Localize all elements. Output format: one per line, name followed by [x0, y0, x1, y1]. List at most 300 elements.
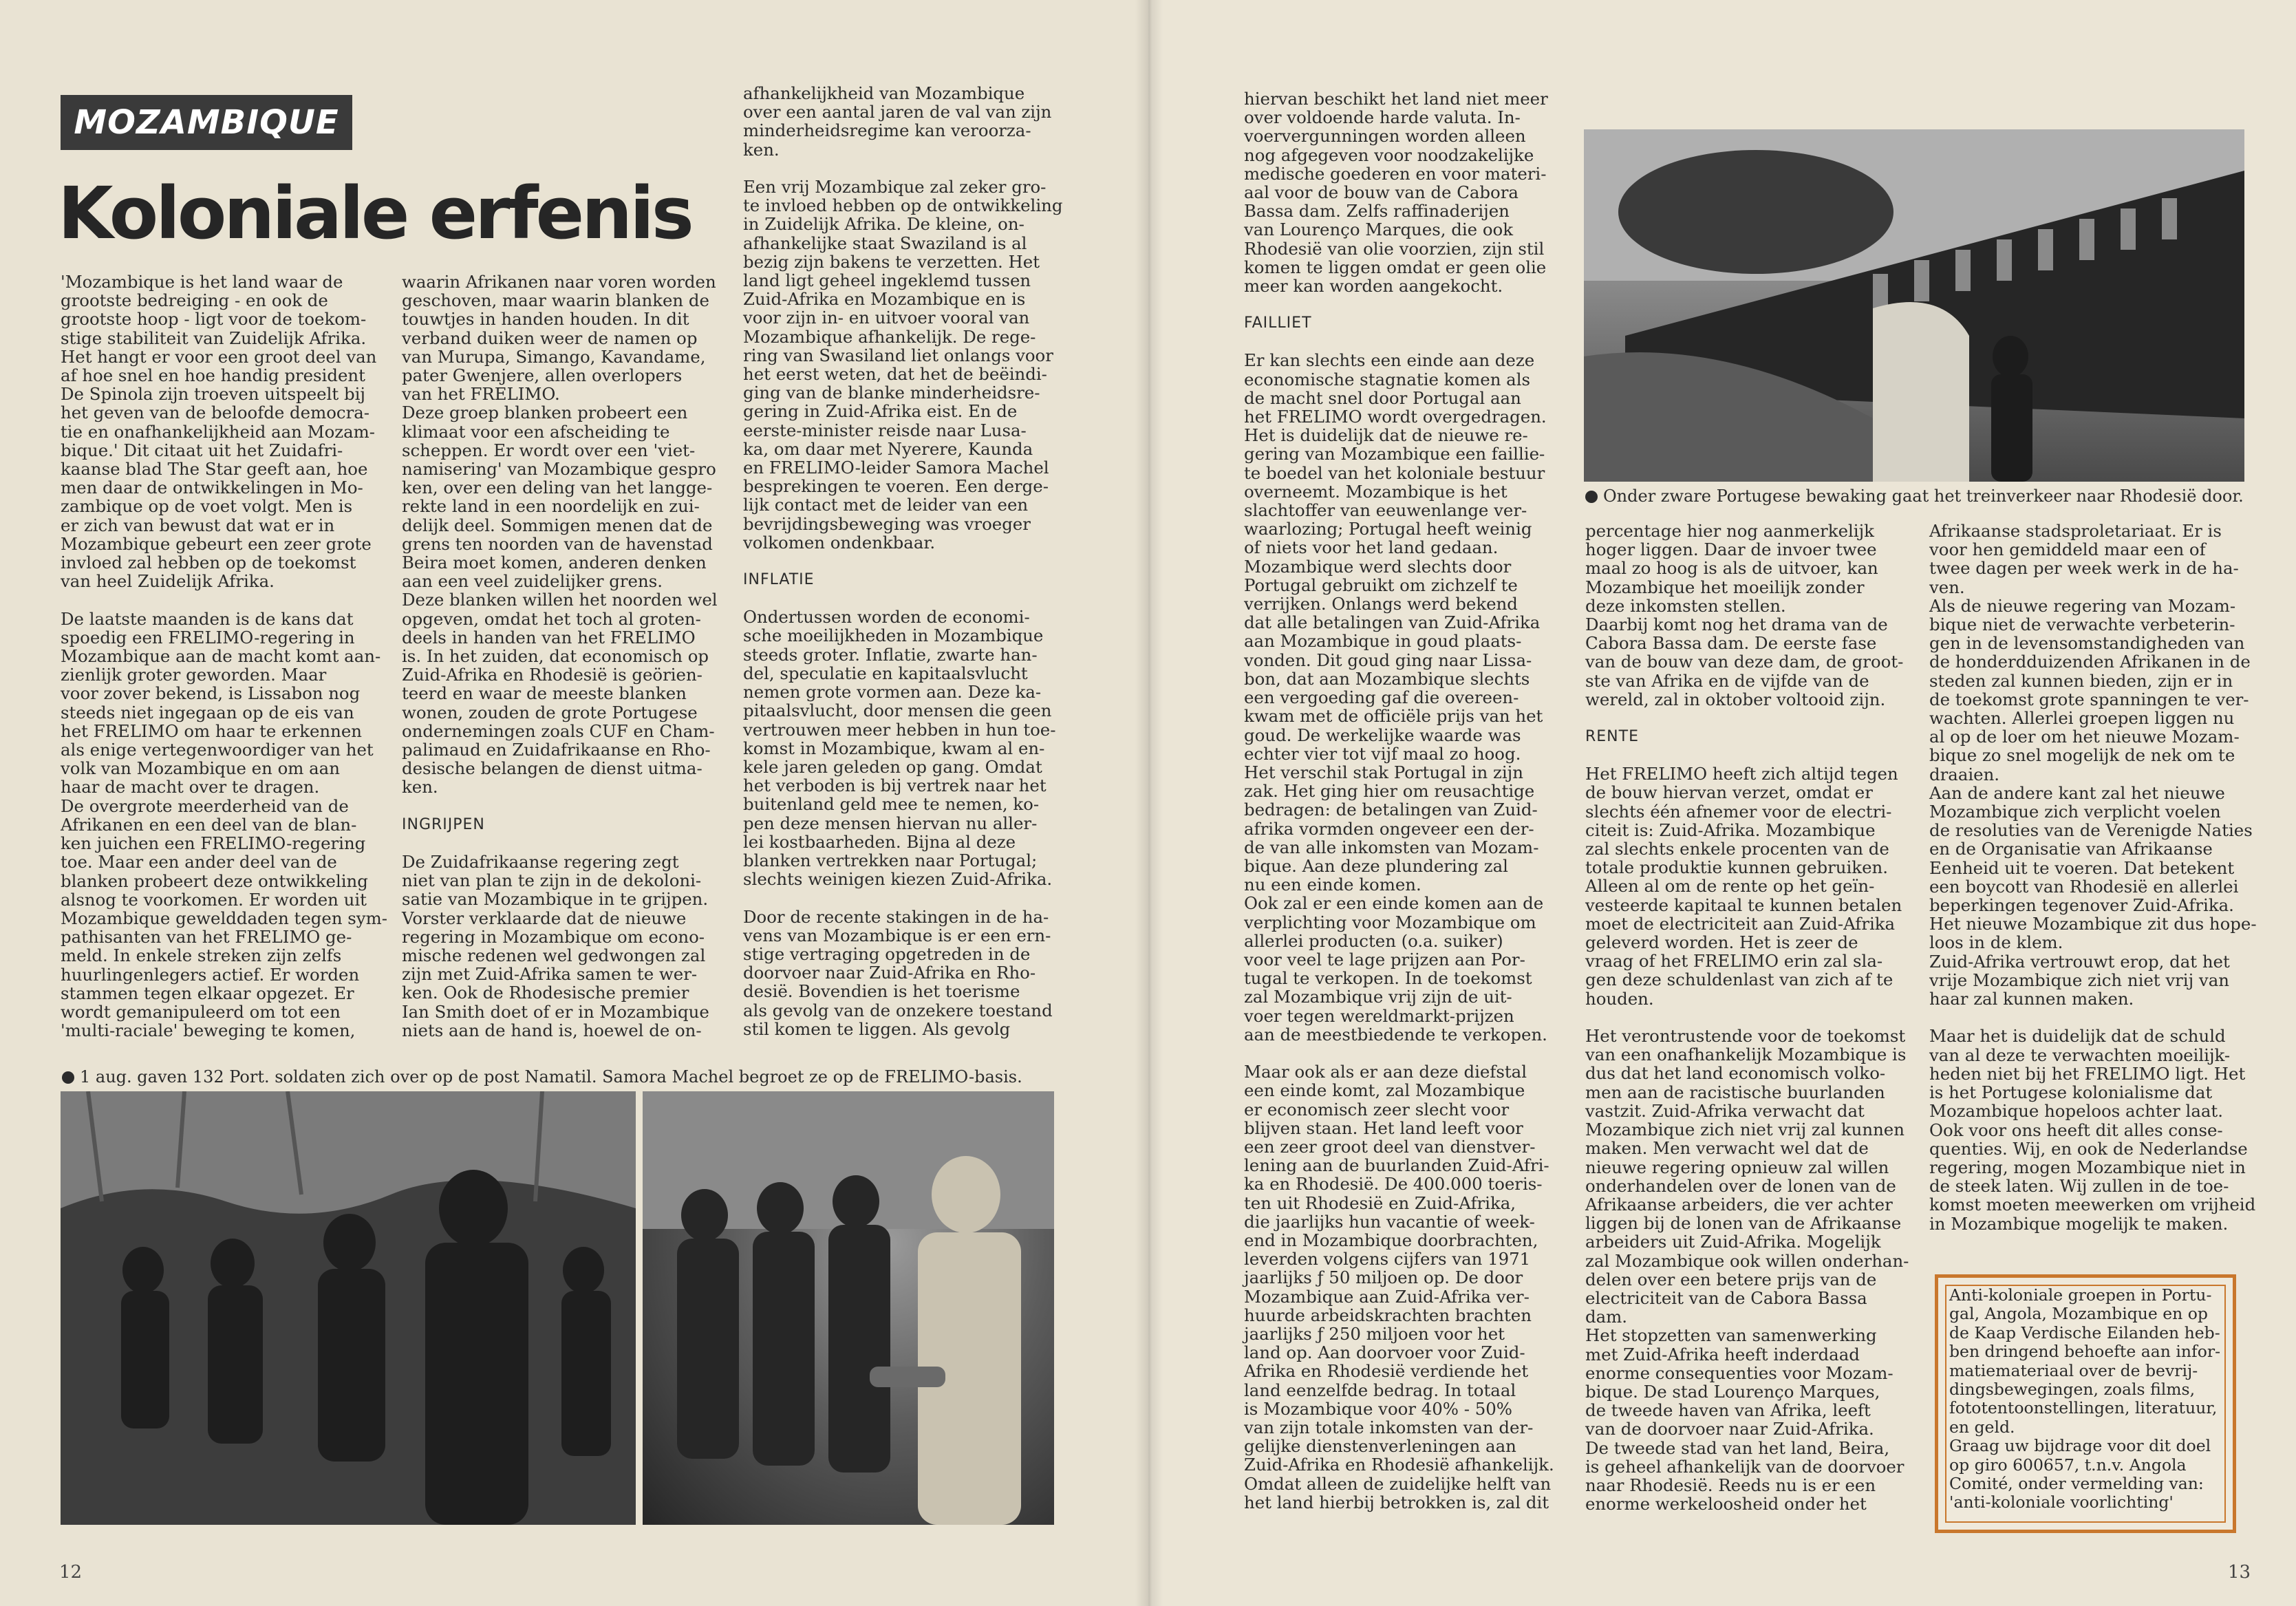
text-line: slechts weinigen kiezen Zuid-Afrika.: [743, 869, 1053, 890]
text-line: heden niet bij het FRELIMO ligt. Het: [1929, 1063, 2246, 1084]
text-line: grootste bedreiging - en ook de: [61, 290, 328, 311]
text-line: een zeer groot deel van dienstver-: [1244, 1136, 1536, 1157]
text-line: Mozambique het moeilijk zonder: [1585, 577, 1865, 597]
text-line: dus dat het land economisch volko-: [1585, 1063, 1886, 1084]
text-line: Eenheid uit te voeren. Dat betekent: [1929, 857, 2235, 878]
text-line: 'Mozambique is het land waar de: [61, 272, 343, 292]
text-line: matiemateriaal over de bevrij-: [1949, 1360, 2198, 1380]
text-line: delen over een betere prijs van de: [1585, 1269, 1877, 1289]
section-heading-ingrijpen: INGRIJPEN: [402, 815, 485, 833]
text-line: bique zo snel mogelijk de nek om te: [1929, 745, 2235, 766]
text-line: land op. Aan doorvoer voor Zuid-: [1244, 1342, 1525, 1363]
text-line: ben dringend behoefte aan infor-: [1949, 1342, 2221, 1362]
text-line: beperkingen tegenover Zuid-Afrika.: [1929, 895, 2234, 916]
text-line: Zuid-Afrika en Rhodesië afhankelijk.: [1244, 1455, 1554, 1475]
text-line: hiervan beschikt het land niet meer: [1244, 89, 1548, 109]
text-line: ka, om daar met Nyerere, Kaunda: [743, 438, 1033, 459]
text-line: van de bouw van deze dam, de groot-: [1585, 652, 1904, 672]
text-line: en geld.: [1949, 1417, 2015, 1437]
text-line: deels in handen van het FRELIMO: [402, 627, 696, 647]
text-line: meer kan worden aangekocht.: [1244, 276, 1503, 297]
text-line: Mozambique gewelddaden tegen sym-: [61, 908, 387, 928]
text-line: met Zuid-Afrika heeft inderdaad: [1585, 1344, 1860, 1364]
text-line: [743, 888, 1062, 907]
text-line: niet van plan te zijn in de dekoloni-: [402, 870, 702, 891]
left-column-1: [61, 272, 387, 1040]
text-line: Portugal gebruikt om zichzelf te: [1244, 575, 1518, 595]
text-line: de steek laten. Wij zullen in de toe-: [1929, 1176, 2229, 1197]
text-line: vastzit. Zuid-Afrika verwacht dat: [1585, 1100, 1865, 1121]
paragraph: [402, 853, 718, 1040]
text-line: zijn met Zuid-Afrika samen te wer-: [402, 964, 698, 985]
text-line: blijven staan. Het land leeft voor: [1244, 1117, 1523, 1138]
text-line: haar de macht over te dragen.: [61, 777, 320, 797]
text-line: afrika vormden ongeveer een der-: [1244, 818, 1534, 839]
text-line: zal Mozambique vrij zijn de uit-: [1244, 987, 1512, 1007]
text-line: leverden volgens cijfers van 1971: [1244, 1249, 1531, 1270]
text-line: vens van Mozambique is er een ern-: [743, 925, 1051, 945]
text-line: Maar ook als er aan deze diefstal: [1244, 1062, 1527, 1082]
text-line: draaien.: [1929, 764, 2000, 784]
text-line: regering in Mozambique om econo-: [402, 926, 705, 947]
text-line: vrije Mozambique zich niet vrij van: [1929, 970, 2229, 990]
text-line: goud. De werkelijke waarde was: [1244, 725, 1521, 745]
text-line: land eenzelfde bedrag. In totaal: [1244, 1380, 1516, 1400]
text-line: volk van Mozambique en om aan: [61, 758, 340, 779]
text-line: totale produktie kunnen gebruiken.: [1585, 857, 1888, 878]
text-line: zal Mozambique ook willen onderhan-: [1585, 1250, 1909, 1271]
text-line: de tweede haven van Afrika, leeft: [1585, 1400, 1871, 1421]
text-line: Het verschil stak Portugal in zijn: [1244, 762, 1523, 782]
text-line: grens ten noorden van de havenstad: [402, 533, 713, 554]
text-line: als gevolg van de onzekere toestand: [743, 1000, 1053, 1020]
text-line: de macht snel door Portugal aan: [1244, 387, 1521, 408]
text-line: waarin Afrikanen naar voren worden: [402, 272, 716, 292]
text-line: regering, mogen Mozambique niet in: [1929, 1157, 2246, 1177]
text-line: Daarbij komt nog het drama van de: [1585, 614, 1888, 635]
section-heading-rente: RENTE: [1585, 728, 1639, 746]
text-line: enorme consequenties voor Mozam-: [1585, 1362, 1893, 1383]
text-line: van zijn totale inkomsten van der-: [1244, 1417, 1534, 1438]
text-line: is. In het zuiden, dat economisch op: [402, 646, 709, 667]
text-line: blanken probeert deze ontwikkeling: [61, 870, 368, 891]
photo-train-illustration: [1584, 129, 2244, 482]
text-line: ken juichen een FRELIMO-regering: [61, 833, 366, 854]
text-line: en de Organisatie van Afrikaanse: [1929, 839, 2213, 859]
page-number-left: 12: [59, 1562, 83, 1583]
photo-caption-right: Onder zware Portugese bewaking gaat het treinverkeer naar Rhodesië door.: [1585, 486, 2244, 506]
text-line: of niets voor het land gedaan.: [1244, 537, 1499, 558]
text-line: ste van Afrika en de vijfde van de: [1585, 670, 1869, 691]
text-line: liggen bij de lonen van de Afrikaanse: [1585, 1213, 1902, 1234]
text-line: Anti-koloniale groepen in Portu-: [1949, 1285, 2212, 1305]
text-line: pen deze mensen hiervan nu aller-: [743, 813, 1038, 833]
text-line: Mozambique werd slechts door: [1244, 556, 1512, 577]
text-line: Ian Smith doet of er in Mozambique: [402, 1001, 709, 1022]
text-line: end in Mozambique doorbrachten,: [1244, 1230, 1538, 1250]
text-line: 'anti-koloniale voorlichting': [1949, 1492, 2174, 1512]
text-line: zienlijk groter geworden. Maar: [61, 665, 327, 685]
text-line: steden zal kunnen bieden, zijn er in: [1929, 670, 2233, 691]
text-line: minderheidsregime kan veroorza-: [743, 120, 1031, 141]
text-line: Het is duidelijk dat de nieuwe re-: [1244, 425, 1528, 446]
text-line: nog afgegeven voor noodzakelijke: [1244, 144, 1534, 165]
info-box-text: [1949, 1286, 2220, 1512]
text-line: de van alle inkomsten van Mozam-: [1244, 837, 1539, 857]
right-page: [1148, 0, 2296, 1606]
text-line: bedragen: de betalingen van Zuid-: [1244, 800, 1538, 820]
text-line: ken, over een deling van het langge-: [402, 478, 713, 498]
text-line: land ligt geheel ingeklemd tussen: [743, 270, 1031, 291]
text-line: economische stagnatie komen als: [1244, 369, 1531, 389]
text-line: De Zuidafrikaanse regering zegt: [402, 851, 679, 872]
text-line: Cabora Bassa dam. De eerste fase: [1585, 633, 1877, 654]
text-line: Comité, onder vermelding van:: [1949, 1474, 2204, 1494]
text-line: Zuid-Afrika vertrouwt erop, dat het: [1929, 951, 2230, 972]
text-line: electriciteit van de Cabora Bassa: [1585, 1287, 1867, 1308]
text-line: Rhodesië van olie voorzien, zijn stil: [1244, 238, 1545, 259]
text-line: buitenland geld mee te nemen, ko-: [743, 794, 1040, 815]
text-line: het FRELIMO wordt overgedragen.: [1244, 407, 1547, 427]
text-line: de Kaap Verdische Eilanden heb-: [1949, 1323, 2220, 1342]
text-line: geschoven, maar waarin blanken de: [402, 290, 709, 311]
text-line: het eerst weten, dat het de beëindi-: [743, 364, 1047, 385]
text-line: men aan de racistische buurlanden: [1585, 1082, 1885, 1102]
text-line: huurlingenlegers actief. Er worden: [61, 964, 360, 985]
text-line: jaarlijks ƒ 50 miljoen op. De door: [1244, 1267, 1523, 1288]
text-line: slechts één afnemer voor de electri-: [1585, 801, 1892, 822]
text-line: de toekomst grote spanningen te ver-: [1929, 689, 2249, 709]
text-line: onderhandelen over de lonen van de: [1585, 1175, 1896, 1196]
text-line: Zuid-Afrika en Mozambique en is: [743, 289, 1026, 310]
left-column-3: [743, 84, 1062, 1038]
text-line: maal zo hoog is als de uitvoer, kan: [1585, 558, 1878, 579]
text-line: pathisanten van het FRELIMO ge-: [61, 927, 352, 947]
text-line: Als de nieuwe regering van Mozam-: [1929, 595, 2236, 616]
text-line: invloed zal hebben op de toekomst: [61, 553, 356, 573]
text-line: Afrika en Rhodesië verdiende het: [1244, 1361, 1529, 1382]
text-line: Aan de andere kant zal het nieuwe: [1929, 782, 2225, 803]
text-line: van Lourenço Marques, die ook: [1244, 220, 1513, 240]
text-line: ten uit Rhodesië en Zuid-Afrika,: [1244, 1192, 1516, 1213]
text-line: [1244, 1044, 1554, 1062]
text-line: alsnog te voorkomen. Er worden uit: [61, 889, 367, 910]
text-line: arbeiders uit Zuid-Afrika. Mogelijk: [1585, 1232, 1881, 1252]
text-line: enorme werkeloosheid onder het: [1585, 1494, 1867, 1514]
text-line: del, speculatie en kapitaalsvlucht: [743, 663, 1028, 683]
text-line: het FRELIMO om haar te erkennen: [61, 720, 362, 741]
text-line: Mozambique hopeloos achter laat.: [1929, 1101, 2223, 1122]
text-line: doorvoer naar Zuid-Afrika en Rho-: [743, 963, 1036, 983]
text-line: verplichting voor Mozambique om: [1244, 912, 1536, 932]
text-line: zal slechts enkele procenten van de: [1585, 839, 1889, 859]
text-line: wereld, zal in oktober voltooid zijn.: [1585, 689, 1886, 709]
text-line: voor hen gemiddeld maar een of: [1929, 539, 2206, 560]
text-line: twee dagen per week werk in de ha-: [1929, 558, 2239, 579]
text-line: Vorster verklaarde dat de nieuwe: [402, 908, 687, 928]
text-line: overneemt. Mozambique is het: [1244, 481, 1508, 502]
paragraph: [743, 608, 1062, 1038]
text-line: Het hangt er voor een groot deel van: [61, 346, 377, 367]
text-line: ka en Rhodesië. De 400.000 toeris-: [1244, 1174, 1543, 1195]
text-line: bezig zijn bakens te verzetten. Het: [743, 251, 1040, 272]
text-line: hoger liggen. Daar de invoer twee: [1585, 539, 1877, 560]
text-line: die jaarlijks hun vacantie of week-: [1244, 1211, 1535, 1232]
text-line: Beira moet komen, anderen denken: [402, 553, 707, 573]
text-line: verband duiken weer de namen op: [402, 328, 698, 348]
section-tag: MOZAMBIQUE: [61, 95, 352, 150]
info-box: [1935, 1274, 2236, 1533]
text-line: volkomen ondenkbaar.: [743, 532, 936, 553]
text-line: Bassa dam. Zelfs raffinaderijen: [1244, 201, 1510, 222]
text-line: aal voor de bouw van de Cabora: [1244, 182, 1519, 203]
text-line: Ook voor ons heeft dit alles conse-: [1929, 1120, 2223, 1140]
text-line: fototentoonstellingen, literatuur,: [1949, 1398, 2218, 1418]
text-line: aan Mozambique in goud plaats-: [1244, 631, 1522, 652]
text-line: men daar de ontwikkelingen in Mo-: [61, 478, 363, 498]
text-line: dat alle betalingen van Zuid-Afrika: [1244, 612, 1541, 633]
text-line: gering in Zuid-Afrika eist. En de: [743, 401, 1018, 422]
text-line: De Spinola zijn troeven uitspeelt bij: [61, 384, 365, 405]
text-line: rekte land in een noordelijk en zui-: [402, 496, 700, 517]
text-line: ken.: [743, 139, 780, 160]
text-line: vertrouwen meer hebben in hun toe-: [743, 719, 1056, 740]
text-line: lening aan de buurlanden Zuid-Afri-: [1244, 1155, 1549, 1176]
text-line: Mozambique aan Zuid-Afrika ver-: [1244, 1286, 1530, 1307]
text-line: gelijke dienstenverleningen aan: [1244, 1436, 1516, 1457]
text-line: Door de recente stakingen in de ha-: [743, 906, 1049, 927]
text-line: spoedig een FRELIMO-regering in: [61, 627, 355, 647]
text-line: blanken vertrekken naar Portugal;: [743, 850, 1038, 870]
text-line: 'multi-raciale' beweging te komen,: [61, 1020, 356, 1041]
text-line: is geheel afhankelijk van de doorvoer: [1585, 1456, 1905, 1477]
text-line: steeds niet ingegaan op de eis van: [61, 702, 354, 722]
text-line: bique.' Dit citaat uit het Zuidafri-: [61, 440, 343, 460]
text-line: kaanse blad The Star geeft aan, hoe: [61, 459, 368, 480]
text-line: mische redenen wel gedwongen zal: [402, 945, 706, 965]
text-line: Het verontrustende voor de toekomst: [1585, 1026, 1906, 1047]
text-line: zak. Het ging hier om reusachtige: [1244, 781, 1535, 802]
text-line: een boycott van Rhodesië en allerlei: [1929, 876, 2239, 897]
caption-bullet-icon: [62, 1071, 74, 1084]
text-line: pitaalsvlucht, door mensen die geen: [743, 700, 1052, 721]
text-line: nu een einde komen.: [1244, 875, 1421, 895]
text-line: maken. Men verwacht wel dat de: [1585, 1138, 1869, 1159]
paragraph: [402, 272, 718, 797]
text-line: Mozambique aan de macht komt aan-: [61, 646, 381, 667]
text-line: voor veel te lage prijzen aan Por-: [1244, 949, 1525, 970]
text-line: ging van de blanke minderheidsre-: [743, 383, 1040, 403]
text-line: over een aantal jaren de val van zijn: [743, 102, 1052, 122]
text-line: vraag of het FRELIMO erin zal sla-: [1585, 951, 1883, 972]
text-line: tugal te verkopen. In de toekomst: [1244, 968, 1532, 989]
text-line: voor zover bekend, is Lissabon nog: [61, 683, 361, 704]
text-line: jaarlijks ƒ 250 miljoen voor het: [1244, 1324, 1505, 1344]
headline: Koloniale erfenis: [58, 171, 691, 255]
section-heading-failliet: FAILLIET: [1244, 314, 1312, 332]
text-line: Graag uw bijdrage voor dit doel: [1949, 1436, 2211, 1456]
text-line: de honderdduizenden Afrikanen in de: [1929, 652, 2251, 672]
text-line: slachtoffer van eeuwenlange ver-: [1244, 500, 1527, 521]
text-line: voer tegen wereldmarkt-prijzen: [1244, 1005, 1514, 1026]
text-line: kele jaren geleden op gang. Omdat: [743, 756, 1042, 777]
text-line: dam.: [1585, 1307, 1628, 1327]
text-line: en FRELIMO-leider Samora Machel: [743, 458, 1049, 478]
text-line: van Murupa, Simango, Kavandame,: [402, 346, 706, 367]
text-line: niets aan de hand is, hoewel de on-: [402, 1020, 702, 1040]
text-line: nieuwe regering opnieuw zal willen: [1585, 1157, 1889, 1177]
text-line: desische belangen de dienst uitma-: [402, 758, 702, 779]
right-column-3: [1929, 522, 2257, 1233]
text-line: bique. Aan deze plundering zal: [1244, 855, 1508, 876]
text-line: lijk contact met de leider van een: [743, 495, 1029, 515]
text-line: teerd en waar de meeste blanken: [402, 683, 687, 704]
paragraph: [1585, 764, 1909, 1513]
text-line: Mozambique zich verplicht voelen: [1929, 802, 2221, 822]
page-number-right: 13: [2228, 1562, 2251, 1583]
photo-machel-greeting: [643, 1091, 1054, 1525]
text-line: [61, 590, 387, 609]
photo-train: [1584, 129, 2244, 482]
paragraph: [1585, 522, 1909, 709]
text-line: wachten. Allerlei groepen liggen nu: [1929, 708, 2235, 729]
text-line: houden.: [1585, 988, 1654, 1009]
text-line: desië. Bovendien is het toerisme: [743, 981, 1020, 1002]
text-line: grootste hoop - ligt voor de toekom-: [61, 309, 367, 330]
text-line: komen te liggen omdat er geen olie: [1244, 257, 1547, 277]
text-line: citeit is: Zuid-Afrika. Mozambique: [1585, 820, 1876, 840]
text-line: gal, Angola, Mozambique en op: [1949, 1304, 2208, 1324]
text-line: zambique op de voet volgt. Men is: [61, 496, 353, 517]
text-line: afhankelijkheid van Mozambique: [743, 83, 1025, 103]
text-line: van de doorvoer naar Zuid-Afrika.: [1585, 1419, 1874, 1439]
text-line: naar Rhodesië. Reeds nu is er een: [1585, 1475, 1876, 1495]
text-line: stige stabiliteit van Zuidelijk Afrika.: [61, 328, 367, 348]
text-line: medische goederen en voor materi-: [1244, 163, 1547, 184]
text-line: het land hierbij betrokken is, zal dit: [1244, 1492, 1549, 1512]
text-line: [1929, 1008, 2257, 1027]
spine-gutter: [1135, 0, 1163, 1606]
text-line: pater Gwenjere, allen overlopers: [402, 365, 683, 386]
text-line: is Mozambique voor 40% - 50%: [1244, 1398, 1512, 1419]
text-line: opgeven, omdat het toch al groten-: [402, 608, 701, 629]
text-line: ring van Swasiland liet onlangs voor: [743, 345, 1053, 365]
text-line: Er kan slechts een einde aan deze: [1244, 350, 1535, 371]
text-line: percentage hier nog aanmerkelijk: [1585, 521, 1874, 541]
text-line: er zich van bewust dat wat er in: [61, 515, 335, 535]
text-line: toe. Maar een ander deel van de: [61, 852, 337, 872]
text-line: huurde arbeidskrachten brachten: [1244, 1305, 1532, 1325]
text-line: De overgrote meerderheid van de: [61, 795, 349, 816]
text-line: palimaud en Zuidafrikaanse en Rho-: [402, 740, 711, 760]
text-line: al op de loer om het nieuwe Mozam-: [1929, 727, 2240, 747]
text-line: De laatste maanden is de kans dat: [61, 608, 354, 629]
text-line: gering van Mozambique een faillie-: [1244, 444, 1545, 464]
text-line: voor zijn in- en uitvoer vooral van: [743, 308, 1030, 328]
text-line: deze inkomsten stellen.: [1585, 595, 1786, 616]
text-line: van heel Zuidelijk Afrika.: [61, 571, 275, 592]
text-line: quenties. Wij, en ook de Nederlandse: [1929, 1138, 2248, 1159]
text-line: stammen tegen elkaar opgezet. Er: [61, 983, 354, 1003]
text-line: haar zal kunnen maken.: [1929, 989, 2134, 1009]
text-line: wonen, zouden de grote Portugese: [402, 702, 698, 722]
text-line: bon, dat aan Mozambique slechts: [1244, 668, 1530, 689]
text-line: het verboden is bij vertrek naar het: [743, 775, 1047, 796]
text-line: afhankelijke staat Swaziland is al: [743, 233, 1027, 253]
text-line: een vergoeding gaf die overeen-: [1244, 687, 1519, 708]
right-column-2: [1585, 522, 1909, 1513]
text-line: Deze blanken willen het noorden wel: [402, 590, 718, 610]
text-line: vesteerde kapitaal te kunnen betalen: [1585, 895, 1902, 915]
text-line: bevrijdingsbeweging was vroeger: [743, 513, 1031, 534]
text-line: De tweede stad van het land, Beira,: [1585, 1437, 1890, 1458]
text-line: [743, 159, 1062, 178]
paragraph: [1244, 89, 1554, 295]
text-line: Maar het is duidelijk dat de schuld: [1929, 1026, 2226, 1047]
text-line: gen in de levensomstandigheden van: [1929, 633, 2245, 654]
text-line: [1585, 1008, 1909, 1027]
text-line: satie van Mozambique in te grijpen.: [402, 889, 709, 910]
caption-bullet-icon: [1585, 491, 1598, 503]
text-line: loos in de klem.: [1929, 932, 2063, 953]
text-line: tie en onafhankelijkheid aan Mozam-: [61, 421, 376, 442]
text-line: allerlei producten (o.a. suiker): [1244, 930, 1503, 951]
text-line: is het Portugese kolonialisme dat: [1929, 1082, 2213, 1103]
text-line: Een vrij Mozambique zal zeker gro-: [743, 177, 1047, 197]
text-line: besprekingen te voeren. Een derge-: [743, 476, 1049, 497]
text-line: dingsbewegingen, zoals films,: [1949, 1380, 2196, 1400]
text-line: geleverd worden. Het is zeer de: [1585, 932, 1858, 953]
text-line: nemen grote vormen aan. Deze ka-: [743, 682, 1042, 703]
right-column-1: [1244, 89, 1554, 1512]
text-line: in Mozambique mogelijk te maken.: [1929, 1213, 2229, 1234]
text-line: delijk deel. Sommigen menen dat de: [402, 515, 713, 535]
left-column-2: [402, 272, 718, 1040]
text-line: als enige vertegenwoordiger van het: [61, 740, 374, 760]
section-heading-inflatie: INFLATIE: [743, 571, 815, 589]
text-line: komst moeten meewerken om vrijheid: [1929, 1195, 2256, 1215]
text-line: Zuid-Afrika en Rhodesië is geörien-: [402, 665, 702, 685]
text-line: er economisch zeer slecht voor: [1244, 1099, 1510, 1120]
text-line: namisering' van Mozambique gespro: [402, 459, 716, 480]
text-line: komst in Mozambique, kwam al en-: [743, 738, 1045, 758]
text-line: scheppen. Er wordt over een 'viet-: [402, 440, 696, 460]
text-line: Het stopzetten van samenwerking: [1585, 1325, 1877, 1346]
text-line: stil komen te liggen. Als gevolg: [743, 1018, 1011, 1039]
text-line: Mozambique zich niet vrij zal kunnen: [1585, 1120, 1905, 1140]
photo-meeting-illustration: [643, 1091, 1054, 1525]
text-line: van al deze te verwachten moeilijk-: [1929, 1045, 2231, 1065]
text-line: Ook zal er een einde komen aan de: [1244, 893, 1544, 914]
text-line: te boedel van het koloniale bestuur: [1244, 462, 1545, 483]
photo-caption-left: 1 aug. gaven 132 Port. soldaten zich over op de post Namatil. Samora Machel begroet ze op de FRELIMO-basis.: [62, 1067, 1022, 1087]
text-line: af hoe snel en hoe handig president: [61, 365, 365, 386]
text-line: gen deze schuldenlast van zich af te: [1585, 970, 1893, 990]
text-line: ondernemingen zoals CUF en Cham-: [402, 720, 715, 741]
text-line: voervergunningen worden alleen: [1244, 126, 1526, 147]
text-line: klimaat voor een afscheiding te: [402, 421, 670, 442]
text-line: te invloed hebben op de ontwikkeling: [743, 195, 1063, 216]
text-line: bique. De stad Lourenço Marques,: [1585, 1381, 1880, 1402]
text-line: waarlozing; Portugal heeft weinig: [1244, 519, 1532, 539]
paragraph: [1244, 351, 1554, 1512]
text-line: Afrikaanse stadsproletariaat. Er is: [1929, 521, 2222, 541]
text-line: bique niet de verwachte verbeterin-: [1929, 614, 2235, 635]
text-line: Het FRELIMO heeft zich altijd tegen: [1585, 764, 1898, 784]
photo-soldiers-patrol: [61, 1091, 636, 1525]
text-line: Omdat alleen de zuidelijke helft van: [1244, 1473, 1552, 1494]
text-line: Het nieuwe Mozambique zit dus hope-: [1929, 914, 2257, 934]
